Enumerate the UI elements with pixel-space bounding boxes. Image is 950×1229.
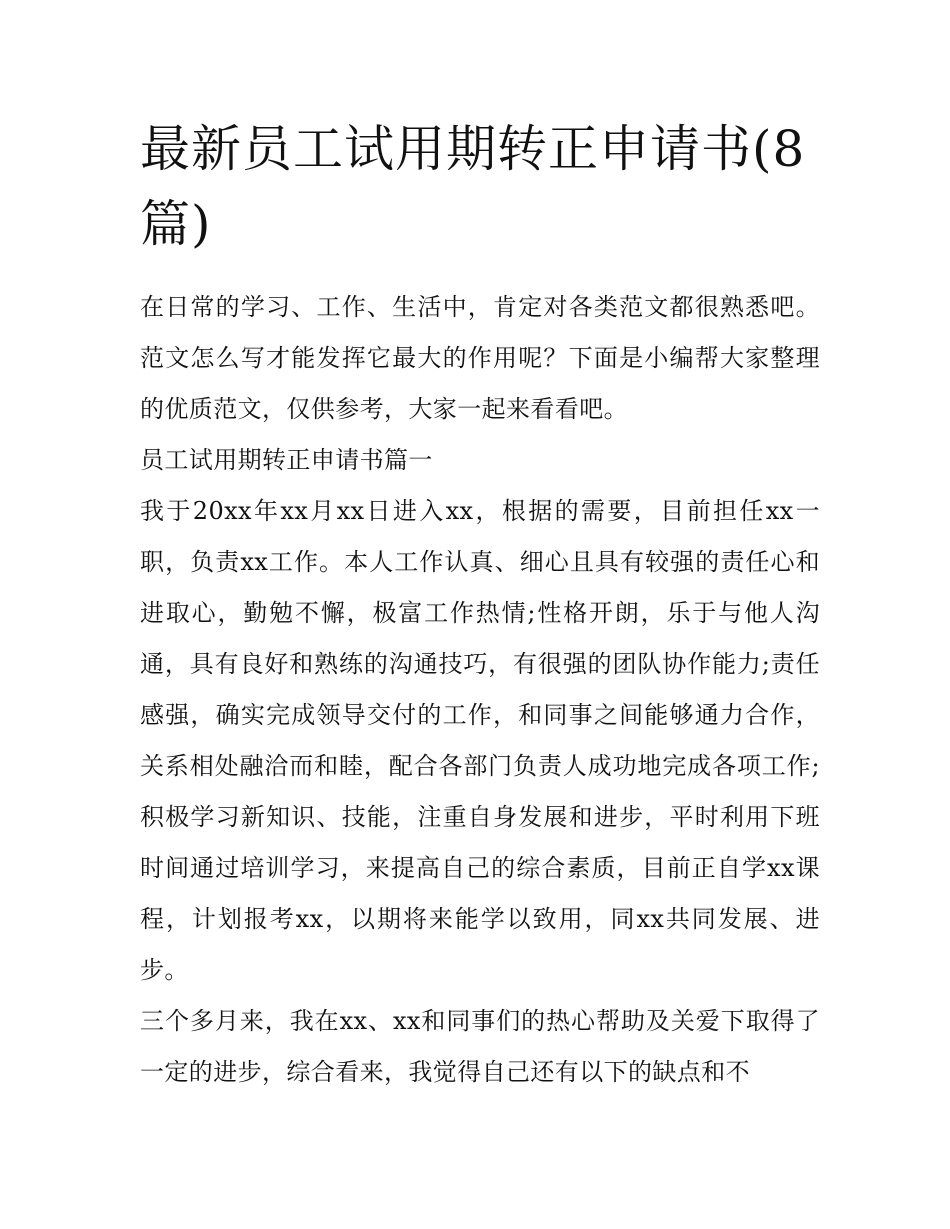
- body-paragraph: 我于20xx年xx月xx日进入xx，根据的需要，目前担任xx一职，负责xx工作。本人工作认真、细心且具有较强的责任心和进取心，勤勉不懈，极富工作热情;性格开朗，乐于与他人沟通，具有良好和熟练的沟通技巧，有很强的团队协作能力;责任感强，确实完成领导交付的工作，和同事之间能够通力合作，关系相处融洽而和睦，配合各部门负责人成功地完成各项工作;积极学习新知识、技能，注重自身发展和进步，平时利用下班时间通过培训学习，来提高自己的综合素质，目前正自学xx课程，计划报考xx，以期将来能学以致用，同xx共同发展、进步。: [140, 497, 820, 984]
- section-heading: 员工试用期转正申请书篇一: [140, 446, 433, 474]
- intro-paragraph: 在日常的学习、工作、生活中，肯定对各类范文都很熟悉吧。范文怎么写才能发挥它最大的作用呢？下面是小编帮大家整理的优质范文，仅供参考，大家一起来看看吧。: [140, 293, 820, 423]
- document-title: 最新员工试用期转正申请书(8篇): [140, 120, 806, 253]
- document-body: [140, 282, 820, 1098]
- body-paragraph: 三个多月来，我在xx、xx和同事们的热心帮助及关爱下取得了一定的进步，综合看来，我觉得自己还有以下的缺点和不: [140, 1007, 820, 1086]
